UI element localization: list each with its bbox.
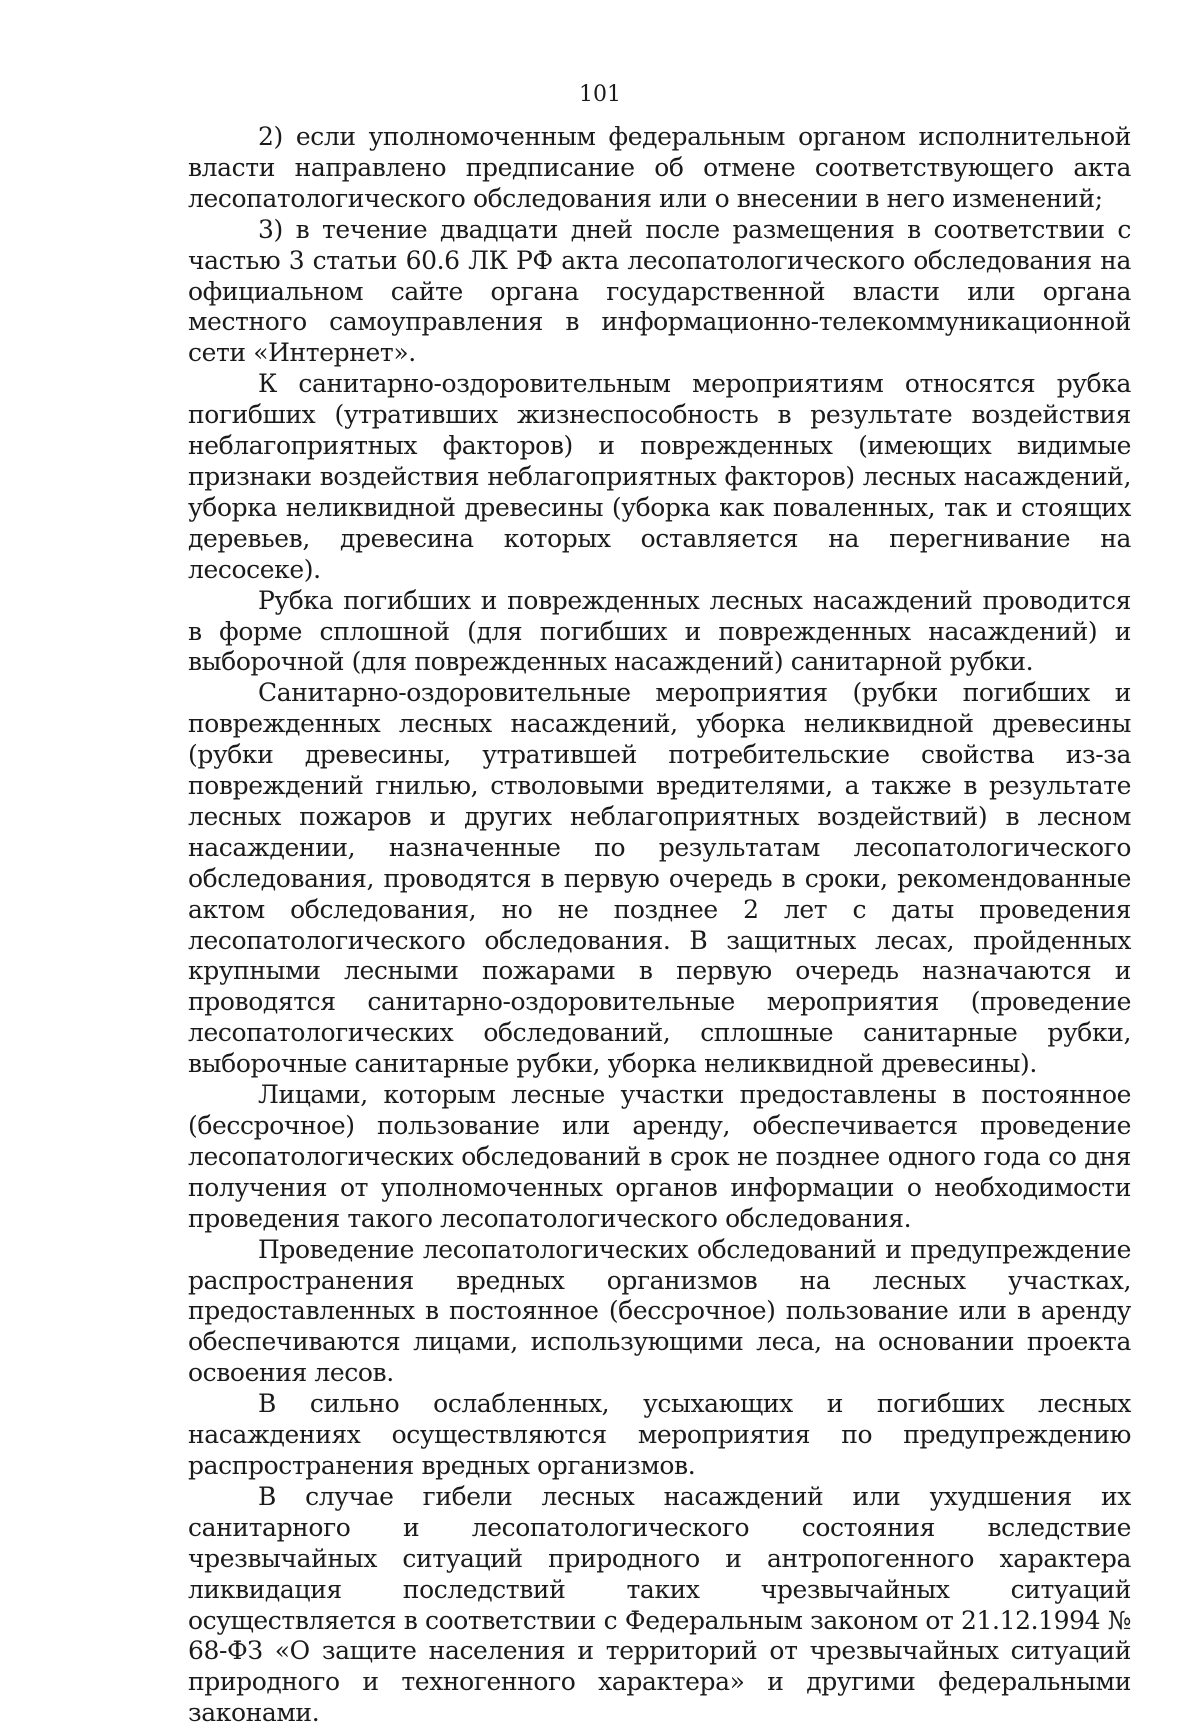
page-number: 101 (579, 82, 621, 107)
paragraph-sanitary-measures: К санитарно-оздоровительным мероприятиям относятся рубка погибших (утративших жизнеспособность в результате воздействия неблагоприятных факторов) и поврежденных (имеющих видимые признаки воздействия неблагоприятных факторов) лесных насаждений, уборка неликвидной древесины (уборка как поваленных, так и стоящих деревьев, древесина которых оставляется на перегнивание на лесосеке). (188, 369, 1131, 584)
paragraph-felling-forms: Рубка погибших и поврежденных лесных насаждений проводится в форме сплошной (для погибших и поврежденных насаждений) и выборочной (для поврежденных насаждений) санитарной рубки. (188, 585, 1131, 677)
paragraph-lessees-duty: Лицами, которым лесные участки предоставлены в постоянное (бессрочное) пользование или аренду, обеспечивается проведение лесопатологических обследований в срок не позднее одного года со дня получения от уполномоченных органов информации о необходимости проведения такого лесопатологического обследования. (188, 1080, 1131, 1233)
paragraph-item-2: 2) если уполномоченным федеральным органом исполнительной власти направлено предписание об отмене соответствующего акта лесопатологического обследования или о внесении в него изменений; (188, 122, 1131, 213)
paragraph-weakened-stands: В сильно ослабленных, усыхающих и погибших лесных насаждениях осуществляются мероприятия по предупреждению распространения вредных организмов. (188, 1389, 1131, 1480)
paragraph-measures-timing: Санитарно-оздоровительные мероприятия (рубки погибших и поврежденных лесных насаждений, уборка неликвидной древесины (рубки древесины, утратившей потребительские свойства из-за повреждений гнилью, стволовыми вредителями, а также в результате лесных пожаров и других неблагоприятных воздействий) в лесном насаждении, назначенные по результатам лесопатологического обследования, проводятся в первую очередь в сроки, рекомендованные актом обследования, но не позднее 2 лет с даты проведения лесопатологического обследования. В защитных лесах, пройденных крупными лесными пожарами в первую очередь назначаются и проводятся санитарно-оздоровительные мероприятия (проведение лесопатологических обследований, сплошные санитарные рубки, выборочные санитарные рубки, уборка неликвидной древесины). (188, 678, 1131, 1079)
paragraph-emergencies: В случае гибели лесных насаждений или ухудшения их санитарного и лесопатологического состояния вследствие чрезвычайных ситуаций природного и антропогенного характера ликвидация последствий таких чрезвычайных ситуаций осуществляется в соответствии с Федеральным законом от 21.12.1994 № 68-ФЗ «О защите населения и территорий от чрезвычайных ситуаций природного и техногенного характера» и другими федеральными законами. (188, 1481, 1131, 1728)
paragraph-prevention: Проведение лесопатологических обследований и предупреждение распространения вредных организмов на лесных участках, предоставленных в постоянное (бессрочное) пользование или в аренду обеспечиваются лицами, использующими леса, на основании проекта освоения лесов. (188, 1234, 1131, 1388)
document-body (188, 122, 1131, 1729)
paragraph-item-3: 3) в течение двадцати дней после размещения в соответствии с частью 3 статьи 60.6 ЛК РФ акта лесопатологического обследования на официальном сайте органа государственной власти или органа местного самоуправления в информационно-телекоммуникационной сети «Интернет». (188, 214, 1131, 368)
